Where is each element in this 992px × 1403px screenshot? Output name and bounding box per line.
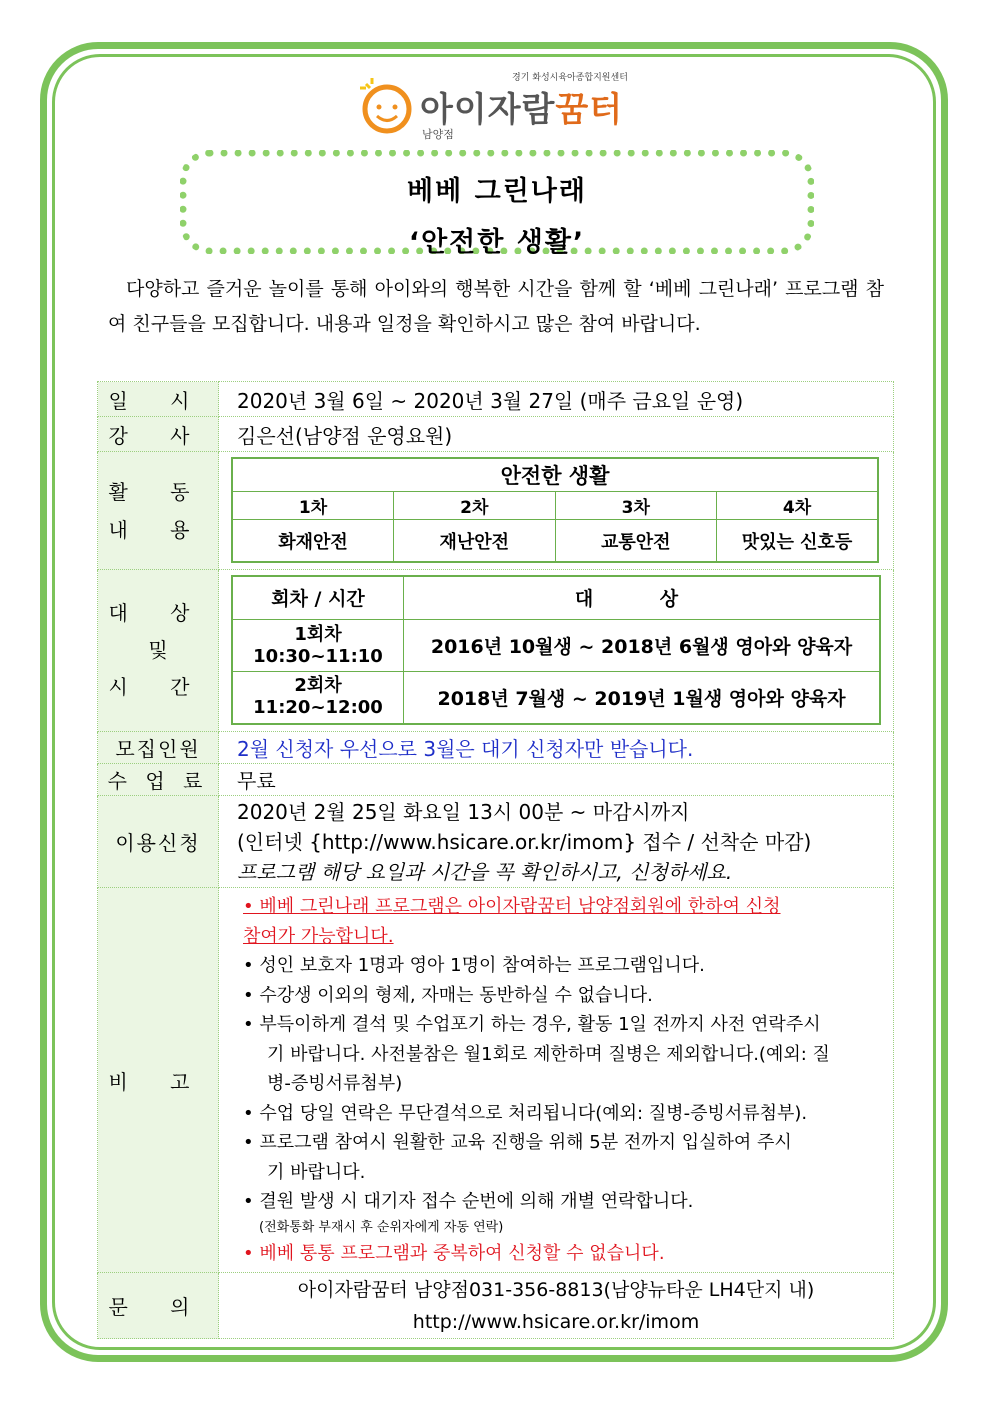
label-date: 일 시 bbox=[98, 382, 219, 417]
smile-face-icon bbox=[358, 76, 416, 134]
note-red-1b: 참여가 가능합니다. bbox=[243, 925, 394, 947]
value-recruit: 2월 신청자 우선으로 3월은 대기 신청자만 받습니다. bbox=[219, 732, 894, 764]
logo-name-part2: 꿈터 bbox=[555, 90, 624, 130]
value-fee: 무료 bbox=[219, 764, 894, 796]
apply-method: (인터넷 {http://www.hsicare.or.kr/imom} 접수 / 선착순 마감) bbox=[237, 829, 812, 854]
target-desc-1: 2016년 10월생 ~ 2018년 6월생 영아와 양육자 bbox=[404, 620, 881, 672]
logo-name-part1: 아이자람 bbox=[420, 90, 556, 130]
value-instructor: 김은선(남양점 운영요원) bbox=[219, 417, 894, 452]
activity-cell bbox=[219, 452, 894, 570]
label-target-line3: 시 간 bbox=[108, 675, 208, 699]
session-no: 3차 bbox=[555, 492, 717, 520]
note-6-sub: (전화통화 부재시 후 순위자에게 자동 연락) bbox=[259, 1219, 504, 1235]
activity-header: 안전한 생활 bbox=[232, 458, 878, 492]
center-logo bbox=[352, 62, 652, 142]
note-red-1: • 베베 그린나래 프로그램은 아이자람꿈터 남양점회원에 한하여 신청 bbox=[243, 896, 781, 917]
note-1: • 성인 보호자 1명과 영아 1명이 참여하는 프로그램입니다. bbox=[243, 955, 705, 976]
session-no: 4차 bbox=[717, 492, 879, 520]
session-topic: 화재안전 bbox=[232, 520, 394, 562]
note-3c: 병-증빙서류첨부) bbox=[267, 1073, 403, 1094]
session-topic: 맛있는 신호등 bbox=[717, 520, 879, 562]
title-box bbox=[180, 150, 814, 258]
target-session-2 bbox=[232, 672, 404, 724]
target-table bbox=[231, 575, 881, 725]
label-activity bbox=[98, 452, 219, 570]
contact-cell bbox=[219, 1273, 894, 1339]
label-apply: 이용신청 bbox=[98, 796, 219, 888]
value-apply bbox=[219, 796, 894, 888]
contact-phone: 아이자람꿈터 남양점031-356-8813(남양뉴타운 LH4단지 내) bbox=[297, 1278, 815, 1301]
logo-branch: 남양점 bbox=[422, 128, 454, 141]
notes-cell bbox=[219, 888, 894, 1273]
info-table bbox=[97, 381, 894, 1339]
session-no: 2차 bbox=[394, 492, 556, 520]
target-session-1 bbox=[232, 620, 404, 672]
contact-website-link[interactable]: http://www.hsicare.or.kr/imom bbox=[412, 1310, 700, 1333]
target-cell bbox=[219, 570, 894, 732]
note-red-2: • 베베 통통 프로그램과 중복하여 신청할 수 없습니다. bbox=[243, 1242, 665, 1264]
label-target-line2: 및 bbox=[148, 638, 168, 662]
session-label: 2회차 bbox=[294, 675, 342, 697]
value-date: 2020년 3월 6일 ~ 2020년 3월 27일 (매주 금요일 운영) bbox=[219, 382, 894, 417]
label-contact: 문 의 bbox=[98, 1273, 219, 1339]
target-col-target: 대 상 bbox=[404, 576, 881, 620]
session-time: 11:20~12:00 bbox=[253, 697, 383, 719]
label-target bbox=[98, 570, 219, 732]
activity-table bbox=[231, 457, 879, 563]
session-topic: 재난안전 bbox=[394, 520, 556, 562]
note-3b: 기 바랍니다. 사전불참은 월1회로 제한하며 질병은 제외합니다.(예외: 질 bbox=[267, 1043, 830, 1065]
label-instructor: 강 사 bbox=[98, 417, 219, 452]
apply-notice: 프로그램 해당 요일과 시간을 꼭 확인하시고, 신청하세요. bbox=[237, 859, 733, 884]
program-title: 베베 그린나래 bbox=[407, 176, 587, 207]
program-subtitle: ‘안전한 생활’ bbox=[408, 227, 586, 258]
logo-organization: 경기 화성시육아종합지원센터 bbox=[512, 73, 628, 83]
target-desc-2: 2018년 7월생 ~ 2019년 1월생 영아와 양육자 bbox=[404, 672, 881, 724]
note-4: • 수업 당일 연락은 무단결석으로 처리됩니다(예외: 질병-증빙서류첨부). bbox=[243, 1102, 808, 1124]
note-2: • 수강생 이외의 형제, 자매는 동반하실 수 없습니다. bbox=[243, 984, 653, 1006]
note-5b: 기 바랍니다. bbox=[267, 1161, 366, 1183]
target-col-session: 회차 / 시간 bbox=[232, 576, 404, 620]
apply-period: 2020년 2월 25일 화요일 13시 00분 ~ 마감시까지 bbox=[237, 799, 690, 824]
logo-wordmark bbox=[420, 82, 623, 131]
note-5a: • 프로그램 참여시 원활한 교육 진행을 위해 5분 전까지 입실하여 주시 bbox=[243, 1132, 792, 1153]
session-no: 1차 bbox=[232, 492, 394, 520]
label-target-line1: 대 상 bbox=[108, 601, 208, 625]
note-6: • 결원 발생 시 대기자 접수 순번에 의해 개별 연락합니다. bbox=[243, 1191, 694, 1212]
label-recruit: 모집인원 bbox=[98, 732, 219, 764]
intro-paragraph: 다양하고 즐거운 놀이를 통해 아이와의 행복한 시간을 함께 할 ‘베베 그린나래’ 프로그램 참여 친구들을 모집합니다. 내용과 일정을 확인하시고 많은 참여 바랍니다. bbox=[108, 278, 884, 335]
note-3a: • 부득이하게 결석 및 수업포기 하는 경우, 활동 1일 전까지 사전 연락주시 bbox=[243, 1014, 821, 1035]
label-notes: 비 고 bbox=[98, 888, 219, 1273]
session-label: 1회차 bbox=[294, 623, 342, 645]
session-topic: 교통안전 bbox=[555, 520, 717, 562]
session-time: 10:30~11:10 bbox=[253, 645, 383, 667]
label-fee: 수 업 료 bbox=[98, 764, 219, 796]
label-activity-line1: 활 동 bbox=[108, 479, 208, 504]
label-activity-line2: 내 용 bbox=[108, 517, 208, 542]
